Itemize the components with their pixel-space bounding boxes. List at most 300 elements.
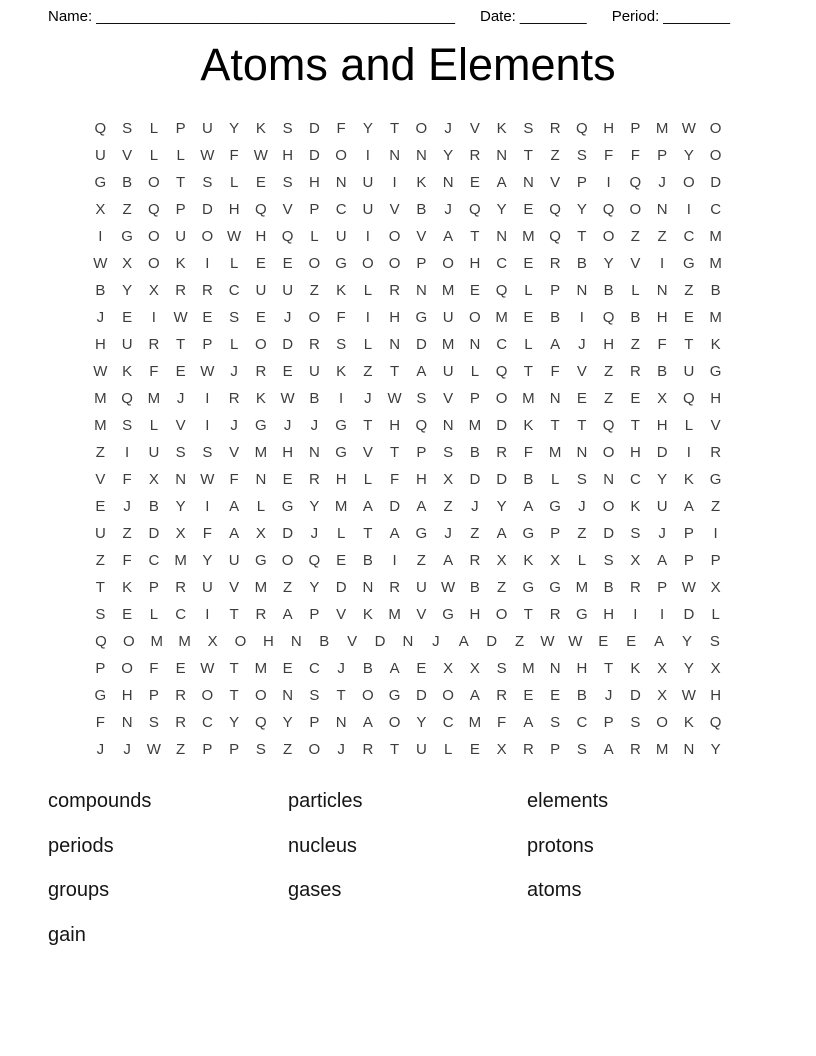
grid-letter: M	[254, 660, 268, 677]
grid-letter: E	[683, 309, 694, 326]
date-blank-line: ________	[519, 8, 587, 25]
grid-letter: P	[576, 174, 587, 191]
grid-letter: M	[468, 417, 482, 434]
grid-letter: A	[550, 336, 561, 353]
grid-letter: R	[228, 390, 240, 407]
grid-letter: E	[416, 660, 427, 677]
grid-letter: F	[229, 147, 239, 164]
grid-letter: M	[94, 390, 107, 407]
grid-letter: V	[416, 606, 427, 623]
grid-letter: Z	[283, 579, 293, 596]
grid-letter: M	[709, 309, 722, 326]
grid-letter: X	[657, 390, 668, 407]
grid-letter: L	[149, 606, 159, 623]
grid-letter: H	[656, 309, 668, 326]
grid-letter: C	[335, 201, 347, 218]
grid-letter: E	[255, 309, 266, 326]
word-list-item: compounds	[48, 790, 152, 812]
grid-letter: Y	[229, 120, 240, 137]
grid-letter: O	[469, 309, 481, 326]
grid-letter: L	[524, 282, 533, 299]
grid-letter: X	[148, 471, 159, 488]
grid-letter: L	[577, 552, 587, 569]
grid-letter: E	[95, 498, 106, 515]
grid-letter: O	[308, 255, 321, 272]
grid-letter: M	[522, 228, 535, 245]
grid-letter: R	[175, 579, 187, 596]
grid-letter: G	[549, 498, 561, 515]
grid-letter: J	[176, 390, 185, 407]
grid-letter: D	[308, 147, 320, 164]
grid-letter: W	[681, 579, 696, 596]
grid-letter: J	[578, 336, 586, 353]
grid-letter: V	[710, 417, 721, 434]
grid-row	[87, 196, 729, 223]
grid-letter: V	[550, 174, 561, 191]
grid-letter: Y	[175, 498, 186, 515]
grid-letter: R	[522, 741, 534, 758]
grid-letter: Z	[514, 633, 525, 650]
grid-letter: E	[523, 201, 534, 218]
grid-letter: O	[709, 120, 722, 137]
grid-letter: R	[175, 687, 187, 704]
grid-letter: U	[442, 363, 454, 380]
grid-letter: G	[335, 417, 347, 434]
grid-letter: K	[683, 471, 694, 488]
grid-letter: A	[389, 660, 400, 677]
grid-letter: T	[336, 687, 346, 704]
grid-letter: A	[496, 525, 507, 542]
grid-letter: N	[549, 390, 561, 407]
grid-letter: E	[122, 606, 133, 623]
grid-letter: T	[363, 417, 373, 434]
grid-letter: F	[630, 147, 640, 164]
grid-letter: O	[388, 255, 401, 272]
grid-letter: N	[496, 147, 508, 164]
grid-letter: X	[710, 579, 721, 596]
grid-letter: V	[576, 363, 587, 380]
grid-letter: Q	[415, 417, 428, 434]
grid-letter: J	[444, 525, 452, 542]
grid-letter: D	[496, 417, 508, 434]
grid-letter: S	[576, 741, 587, 758]
grid-letter: G	[335, 444, 347, 461]
grid-letter: T	[577, 228, 587, 245]
grid-letter: S	[202, 174, 213, 191]
grid-letter: X	[496, 552, 507, 569]
grid-letter: Q	[602, 417, 615, 434]
grid-letter: W	[387, 390, 402, 407]
grid-letter: M	[254, 444, 268, 461]
grid-letter: Y	[416, 714, 427, 731]
grid-letter: L	[524, 336, 533, 353]
grid-letter: A	[443, 228, 454, 245]
grid-letter: Q	[121, 390, 133, 407]
grid-letter: T	[577, 417, 587, 434]
grid-letter: J	[578, 498, 586, 515]
grid-letter: Y	[683, 660, 694, 677]
grid-letter: R	[308, 336, 320, 353]
grid-letter: O	[335, 147, 347, 164]
grid-letter: N	[282, 687, 294, 704]
grid-letter: G	[281, 498, 294, 515]
grid-letter: O	[602, 498, 615, 515]
grid-letter: M	[254, 579, 268, 596]
grid-letter: U	[255, 282, 267, 299]
grid-letter: O	[495, 606, 508, 623]
grid-row	[87, 385, 729, 412]
grid-letter: D	[389, 498, 401, 515]
grid-letter: G	[255, 552, 267, 569]
grid-letter: H	[603, 120, 615, 137]
grid-letter: L	[631, 282, 640, 299]
grid-letter: Q	[602, 309, 615, 326]
grid-letter: I	[98, 228, 103, 245]
grid-letter: N	[415, 147, 427, 164]
grid-letter: R	[549, 255, 561, 272]
grid-letter: Y	[202, 552, 213, 569]
grid-letter: B	[362, 660, 373, 677]
grid-letter: H	[469, 255, 481, 272]
grid-letter: O	[123, 633, 135, 650]
word-list-empty	[288, 923, 527, 968]
grid-letter: E	[523, 255, 534, 272]
grid-letter: S	[282, 120, 293, 137]
grid-letter: N	[121, 714, 133, 731]
grid-letter: J	[96, 309, 105, 326]
grid-letter: S	[630, 525, 641, 542]
grid-letter: E	[255, 174, 266, 191]
grid-letter: X	[550, 552, 561, 569]
grid-letter: P	[416, 444, 427, 461]
grid-letter: L	[229, 255, 239, 272]
grid-letter: B	[416, 201, 427, 218]
grid-letter: Y	[681, 633, 692, 650]
grid-letter: R	[469, 552, 481, 569]
grid-letter: C	[308, 660, 320, 677]
grid-letter: O	[281, 552, 294, 569]
grid-letter: P	[309, 714, 320, 731]
grid-letter: R	[549, 120, 561, 137]
grid-letter: F	[95, 714, 105, 731]
grid-letter: S	[309, 687, 320, 704]
grid-letter: R	[148, 336, 160, 353]
grid-letter: D	[629, 687, 641, 704]
grid-letter: O	[148, 228, 160, 245]
grid-letter: Z	[497, 579, 507, 596]
grid-letter: L	[363, 282, 373, 299]
grid-letter: W	[93, 363, 108, 380]
grid-letter: P	[550, 525, 561, 542]
grid-letter: V	[229, 579, 240, 596]
grid-letter: G	[549, 579, 561, 596]
grid-row	[87, 628, 729, 655]
grid-letter: T	[550, 417, 560, 434]
grid-letter: D	[282, 525, 294, 542]
grid-letter: W	[200, 147, 215, 164]
grid-letter: V	[389, 201, 400, 218]
grid-letter: W	[200, 363, 215, 380]
grid-letter: J	[432, 633, 440, 650]
grid-letter: G	[94, 174, 107, 191]
grid-letter: F	[523, 444, 533, 461]
grid-letter: K	[336, 282, 347, 299]
grid-letter: X	[175, 525, 186, 542]
grid-letter: C	[496, 336, 508, 353]
grid-letter: S	[175, 444, 186, 461]
grid-letter: Y	[710, 741, 721, 758]
grid-letter: I	[365, 228, 370, 245]
word-list-item: elements	[527, 790, 609, 812]
grid-letter: V	[336, 606, 347, 623]
grid-letter: S	[122, 417, 133, 434]
grid-letter: G	[709, 363, 722, 380]
grid-letter: L	[470, 363, 480, 380]
grid-letter: J	[310, 525, 319, 542]
grid-letter: A	[683, 498, 694, 515]
grid-letter: Y	[122, 282, 133, 299]
grid-letter: M	[495, 309, 508, 326]
grid-letter: Z	[309, 282, 319, 299]
grid-letter: J	[604, 687, 613, 704]
grid-letter: A	[657, 552, 668, 569]
grid-letter: N	[656, 201, 668, 218]
grid-letter: S	[523, 120, 534, 137]
grid-letter: A	[229, 525, 240, 542]
grid-row	[87, 493, 729, 520]
worksheet-header	[0, 0, 816, 25]
grid-letter: O	[121, 660, 133, 677]
grid-letter: Y	[496, 498, 507, 515]
grid-letter: M	[334, 498, 348, 515]
grid-letter: P	[416, 255, 427, 272]
grid-letter: A	[389, 525, 400, 542]
grid-letter: H	[469, 606, 481, 623]
grid-letter: B	[550, 309, 561, 326]
grid-letter: U	[335, 228, 347, 245]
grid-letter: U	[94, 147, 106, 164]
grid-letter: M	[522, 660, 535, 677]
grid-letter: S	[709, 633, 720, 650]
grid-letter: K	[496, 120, 507, 137]
word-list-item: protons	[527, 834, 594, 857]
grid-row	[87, 601, 729, 628]
grid-letter: O	[201, 687, 214, 704]
grid-letter: B	[95, 282, 106, 299]
grid-letter: L	[229, 336, 239, 353]
grid-letter: J	[658, 174, 666, 191]
word-list-item: nucleus	[288, 834, 357, 857]
grid-letter: N	[683, 741, 695, 758]
grid-letter: B	[603, 579, 614, 596]
grid-letter: J	[444, 120, 452, 137]
grid-letter: I	[660, 606, 665, 623]
grid-letter: F	[149, 363, 159, 380]
grid-letter: E	[523, 309, 534, 326]
grid-letter: X	[630, 552, 641, 569]
grid-letter: V	[282, 201, 293, 218]
grid-letter: H	[656, 417, 668, 434]
grid-letter: Q	[281, 228, 294, 245]
grid-letter: S	[282, 174, 293, 191]
grid-letter: A	[523, 714, 534, 731]
word-list-item: groups	[48, 879, 110, 901]
grid-letter: P	[550, 741, 561, 758]
date-label: Date:	[480, 8, 516, 25]
grid-letter: Y	[576, 201, 587, 218]
grid-letter: G	[121, 228, 133, 245]
grid-letter: U	[442, 309, 454, 326]
grid-letter: P	[657, 579, 668, 596]
grid-letter: R	[175, 714, 187, 731]
grid-letter: U	[282, 282, 294, 299]
grid-letter: I	[633, 606, 638, 623]
grid-letter: O	[388, 228, 401, 245]
grid-letter: E	[630, 390, 641, 407]
grid-letter: A	[458, 633, 469, 650]
grid-letter: O	[415, 120, 428, 137]
grid-letter: V	[175, 417, 186, 434]
grid-letter: S	[229, 309, 240, 326]
grid-letter: E	[336, 552, 347, 569]
grid-letter: H	[335, 471, 347, 488]
grid-letter: N	[576, 282, 588, 299]
grid-letter: D	[486, 633, 498, 650]
grid-letter: E	[469, 282, 480, 299]
grid-letter: H	[710, 687, 722, 704]
word-list-item: gain	[48, 923, 86, 946]
grid-letter: S	[122, 120, 133, 137]
grid-letter: F	[122, 552, 132, 569]
grid-letter: Y	[603, 255, 614, 272]
grid-letter: N	[549, 660, 561, 677]
grid-letter: H	[603, 336, 615, 353]
grid-letter: O	[602, 444, 615, 461]
grid-letter: M	[655, 741, 669, 758]
grid-letter: M	[522, 390, 535, 407]
grid-letter: W	[173, 309, 188, 326]
grid-letter: B	[523, 471, 534, 488]
period-label: Period:	[611, 8, 660, 25]
grid-letter: Y	[362, 120, 373, 137]
grid-letter: B	[630, 309, 641, 326]
grid-letter: M	[94, 417, 107, 434]
grid-letter: V	[122, 147, 133, 164]
grid-row	[87, 277, 729, 304]
grid-letter: I	[686, 201, 691, 218]
grid-row	[87, 331, 729, 358]
grid-letter: I	[151, 309, 156, 326]
grid-letter: Q	[629, 174, 642, 191]
grid-letter: T	[523, 606, 533, 623]
grid-letter: L	[176, 147, 185, 164]
grid-letter: H	[255, 228, 267, 245]
grid-letter: C	[683, 228, 695, 245]
grid-letter: E	[202, 309, 213, 326]
grid-letter: L	[149, 417, 159, 434]
grid-row	[87, 304, 729, 331]
grid-letter: T	[390, 741, 400, 758]
grid-letter: G	[388, 687, 401, 704]
grid-letter: Q	[94, 120, 107, 137]
grid-letter: J	[364, 390, 372, 407]
grid-letter: F	[202, 525, 212, 542]
grid-row	[87, 520, 729, 547]
grid-letter: R	[469, 147, 481, 164]
grid-letter: M	[548, 444, 562, 461]
grid-letter: R	[629, 741, 641, 758]
grid-letter: E	[175, 363, 186, 380]
grid-letter: W	[146, 741, 161, 758]
grid-letter: T	[630, 417, 640, 434]
grid-letter: Q	[95, 633, 107, 650]
grid-letter: B	[319, 633, 330, 650]
grid-letter: B	[603, 282, 614, 299]
grid-letter: R	[389, 282, 401, 299]
grid-letter: U	[148, 444, 160, 461]
grid-letter: G	[442, 606, 454, 623]
word-list	[0, 763, 816, 967]
grid-letter: W	[280, 390, 295, 407]
period-blank-line: ________	[663, 8, 730, 25]
grid-letter: R	[629, 363, 641, 380]
grid-letter: U	[201, 120, 213, 137]
grid-letter: E	[523, 687, 534, 704]
grid-letter: P	[550, 282, 561, 299]
name-field	[48, 8, 455, 25]
grid-row	[87, 250, 729, 277]
grid-letter: W	[568, 633, 583, 650]
word-list-item: periods	[48, 834, 114, 857]
grid-letter: M	[655, 120, 669, 137]
grid-letter: N	[442, 174, 454, 191]
grid-letter: E	[282, 363, 293, 380]
grid-letter: N	[576, 444, 588, 461]
grid-letter: N	[308, 444, 320, 461]
grid-letter: A	[523, 498, 534, 515]
grid-letter: J	[283, 417, 292, 434]
grid-letter: B	[362, 552, 373, 569]
grid-letter: B	[576, 255, 587, 272]
grid-letter: P	[202, 336, 213, 353]
grid-letter: B	[469, 444, 480, 461]
grid-letter: R	[201, 282, 213, 299]
grid-letter: G	[94, 687, 107, 704]
grid-letter: T	[390, 444, 400, 461]
grid-letter: Q	[255, 201, 267, 218]
grid-letter: L	[550, 471, 560, 488]
grid-letter: N	[496, 228, 508, 245]
grid-letter: E	[469, 741, 480, 758]
grid-letter: W	[681, 120, 696, 137]
grid-letter: S	[443, 444, 454, 461]
grid-letter: J	[337, 660, 345, 677]
grid-letter: T	[604, 660, 614, 677]
grid-letter: V	[443, 390, 454, 407]
grid-letter: Z	[283, 741, 293, 758]
grid-row	[87, 439, 729, 466]
grid-letter: I	[339, 390, 344, 407]
grid-letter: P	[95, 660, 106, 677]
grid-letter: G	[522, 579, 535, 596]
grid-letter: Z	[363, 363, 373, 380]
grid-letter: U	[683, 363, 695, 380]
grid-letter: L	[443, 741, 453, 758]
grid-letter: X	[657, 660, 668, 677]
grid-letter: U	[201, 579, 213, 596]
grid-letter: X	[95, 201, 106, 218]
grid-letter: O	[255, 687, 267, 704]
